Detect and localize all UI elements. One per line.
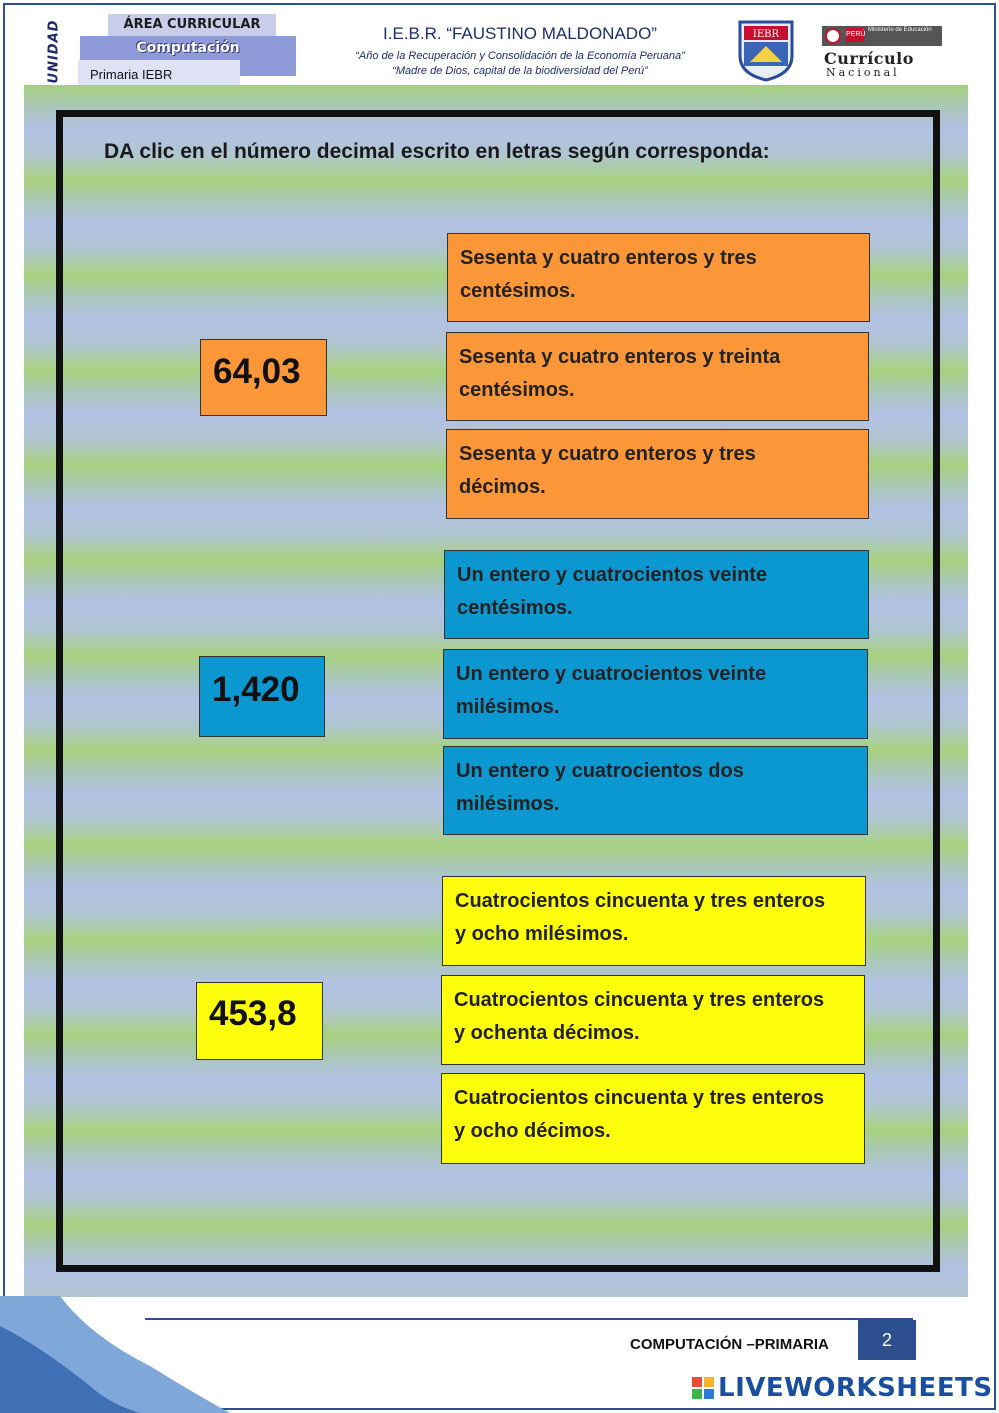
footer-line [145,1318,913,1320]
option-64-03-c[interactable]: Sesenta y cuatro enteros y tres décimos. [446,429,869,519]
school-header [320,24,720,77]
level-tab: Primaria IEBR [78,60,240,88]
region-motto: “Madre de Dios, capital de la biodiversidad del Perú” [392,65,648,77]
footer-subject: COMPUTACIÓN –PRIMARIA [630,1336,829,1353]
option-1-420-b[interactable]: Un entero y cuatrocientos veinte milésimos. [443,649,868,739]
minedu-logo: PERÚ Ministerio de Educación Currículo Nacional [822,24,944,80]
school-crest-icon [736,18,796,82]
liveworksheets-brand: LIVEWORKSHEETS [718,1373,993,1403]
minedu-name: Ministerio de Educación [868,27,932,33]
school-name: I.E.B.R. “FAUSTINO MALDONADO” [383,24,657,43]
number-box-453-8: 453,8 [196,982,323,1060]
option-453-8-a[interactable]: Cuatrocientos cincuenta y tres enteros y ocho milésimos. [442,876,866,966]
option-64-03-a[interactable]: Sesenta y cuatro enteros y tres centésimos. [447,233,870,322]
unidad-label: UNIDAD [30,14,70,94]
option-453-8-c[interactable]: Cuatrocientos cincuenta y tres enteros y ocho décimos. [441,1073,865,1164]
page-number: 2 [858,1320,916,1360]
curriculo-title: Currículo [824,49,914,68]
course-tab: Computación [80,36,296,76]
number-box-64-03: 64,03 [200,339,327,416]
svg-text:IEBR: IEBR [752,29,780,40]
instruction-text: DA clic en el número decimal escrito en letras según corresponda: [104,140,770,163]
peru-shield-icon [824,27,842,45]
year-motto: “Año de la Recuperación y Consolidación de la Economía Peruana” [355,50,685,62]
liveworksheets-icon [692,1377,714,1399]
option-1-420-a[interactable]: Un entero y cuatrocientos veinte centésimos. [444,550,869,639]
option-64-03-b[interactable]: Sesenta y cuatro enteros y treinta centésimos. [446,332,869,421]
option-453-8-b[interactable]: Cuatrocientos cincuenta y tres enteros y ochenta décimos. [441,975,865,1065]
option-1-420-c[interactable]: Un entero y cuatrocientos dos milésimos. [443,746,868,835]
area-tab: ÁREA CURRICULAR [108,14,276,36]
curriculo-subtitle: Nacional [826,66,900,79]
number-box-1-420: 1,420 [199,656,325,737]
liveworksheets-logo [692,1373,993,1403]
